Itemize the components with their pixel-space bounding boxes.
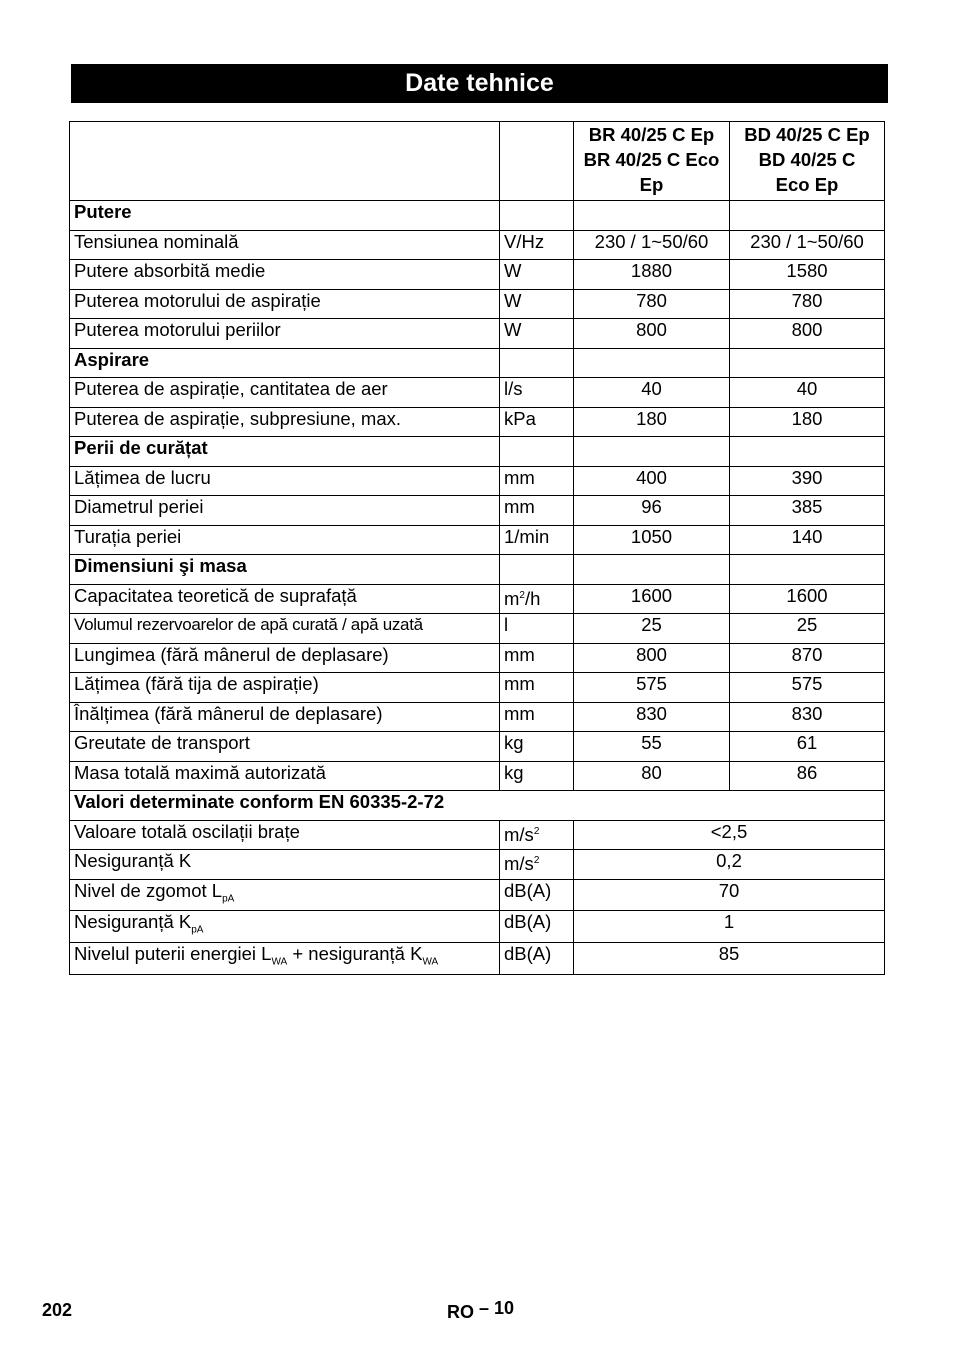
- row-value-2: 140: [730, 525, 885, 555]
- page-title: Date tehnice: [71, 64, 888, 103]
- model-2-line-3: Eco Ep: [775, 174, 839, 195]
- row-value-2: 180: [730, 407, 885, 437]
- empty-cell: [500, 437, 574, 467]
- model-1-line-3: Ep: [639, 174, 664, 195]
- empty-cell: [574, 201, 730, 231]
- row-value-1: 25: [574, 614, 730, 644]
- row-label: Puterea de aspirație, subpresiune, max.: [70, 407, 500, 437]
- model-2-line-1: BD 40/25 C Ep: [744, 124, 870, 145]
- table-row: [70, 614, 885, 644]
- table-row: [70, 761, 885, 791]
- table-row: [70, 319, 885, 349]
- table-row: [70, 466, 885, 496]
- row-label: Înălțimea (fără mânerul de deplasare): [70, 702, 500, 732]
- row-value-1: 80: [574, 761, 730, 791]
- row-label: Puterea motorului periilor: [70, 319, 500, 349]
- row-unit: mm: [500, 673, 574, 703]
- section-title: Dimensiuni şi masa: [70, 555, 500, 585]
- empty-cell: [500, 555, 574, 585]
- section-title: Putere: [70, 201, 500, 231]
- row-value-2: 1580: [730, 260, 885, 290]
- table-row: [70, 820, 885, 850]
- row-value-2: 25: [730, 614, 885, 644]
- section-title: Valori determinate conform EN 60335-2-72: [70, 791, 885, 821]
- row-value-1: 1600: [574, 584, 730, 614]
- footer-dash: –: [479, 1298, 490, 1318]
- row-label: Tensiunea nominală: [70, 230, 500, 260]
- unit-superscript: 2: [533, 855, 540, 866]
- row-value-1: 400: [574, 466, 730, 496]
- row-value-1: 800: [574, 319, 730, 349]
- label-subscript: pA: [222, 893, 235, 905]
- label-subscript-2: WA: [422, 956, 439, 968]
- section-title: Aspirare: [70, 348, 500, 378]
- row-value-2: 1600: [730, 584, 885, 614]
- row-label: Diametrul periei: [70, 496, 500, 526]
- row-label: Volumul rezervoarelor de apă curată / apă uzată: [70, 614, 500, 644]
- row-value-1: 780: [574, 289, 730, 319]
- row-label: Putere absorbită medie: [70, 260, 500, 290]
- table-row: [70, 643, 885, 673]
- unit-superscript: 2: [519, 589, 525, 601]
- row-label: Lățimea de lucru: [70, 466, 500, 496]
- row-unit: kg: [500, 732, 574, 762]
- row-value: 70: [574, 879, 885, 911]
- empty-cell: [574, 555, 730, 585]
- unit-base: m/s: [504, 823, 534, 845]
- row-unit: [500, 820, 574, 850]
- row-value-1: 96: [574, 496, 730, 526]
- table-row: [70, 942, 885, 974]
- row-value-1: 800: [574, 643, 730, 673]
- row-label: [70, 942, 500, 974]
- row-label: Puterea motorului de aspirație: [70, 289, 500, 319]
- empty-cell: [730, 348, 885, 378]
- label-subscript: pA: [191, 924, 204, 936]
- header-model-1: [574, 122, 730, 201]
- row-unit: l/s: [500, 378, 574, 408]
- header-model-2: [730, 122, 885, 201]
- row-unit: l: [500, 614, 574, 644]
- row-value-2: 800: [730, 319, 885, 349]
- label-text-mid: + nesiguranță K: [287, 942, 423, 964]
- header-empty-label: [70, 122, 500, 201]
- row-unit: mm: [500, 702, 574, 732]
- row-value-2: 40: [730, 378, 885, 408]
- row-unit: W: [500, 260, 574, 290]
- row-label: Puterea de aspirație, cantitatea de aer: [70, 378, 500, 408]
- row-unit: kg: [500, 761, 574, 791]
- row-label: Capacitatea teoretică de suprafață: [70, 584, 500, 614]
- technical-data-table: [69, 121, 885, 975]
- row-value-2: 385: [730, 496, 885, 526]
- footer-lang-page: [447, 1298, 515, 1322]
- row-value-1: 1880: [574, 260, 730, 290]
- row-label: Lățimea (fără tija de aspirație): [70, 673, 500, 703]
- row-label: Greutate de transport: [70, 732, 500, 762]
- row-value: 85: [574, 942, 885, 974]
- row-value-1: 830: [574, 702, 730, 732]
- table-row: [70, 732, 885, 762]
- row-unit: [500, 584, 574, 614]
- unit-base: m: [504, 587, 520, 609]
- label-text: Nesiguranță K: [74, 911, 192, 933]
- row-value-2: 230 / 1~50/60: [730, 230, 885, 260]
- footer-lang: RO: [447, 1302, 474, 1322]
- section-row: [70, 201, 885, 231]
- row-value-2: 390: [730, 466, 885, 496]
- label-text: Nivel de zgomot L: [74, 879, 223, 901]
- empty-cell: [730, 555, 885, 585]
- table-row: [70, 260, 885, 290]
- row-value-1: 55: [574, 732, 730, 762]
- section-row: [70, 348, 885, 378]
- empty-cell: [730, 437, 885, 467]
- unit-tail: /h: [524, 587, 541, 609]
- section-row: [70, 555, 885, 585]
- row-unit: W: [500, 319, 574, 349]
- row-value-1: 230 / 1~50/60: [574, 230, 730, 260]
- row-unit: mm: [500, 643, 574, 673]
- table-row: [70, 496, 885, 526]
- unit-superscript: 2: [533, 825, 540, 837]
- row-label: [70, 911, 500, 943]
- table-row: [70, 378, 885, 408]
- row-value-1: 180: [574, 407, 730, 437]
- table-row: [70, 850, 885, 880]
- row-label: [70, 879, 500, 911]
- row-unit: W: [500, 289, 574, 319]
- row-unit: mm: [500, 466, 574, 496]
- table-header-row: [70, 122, 885, 201]
- row-label: Masa totală maximă autorizată: [70, 761, 500, 791]
- row-value-1: 575: [574, 673, 730, 703]
- footer-sub-page: 10: [494, 1298, 515, 1318]
- table-row: [70, 584, 885, 614]
- empty-cell: [730, 201, 885, 231]
- row-value-1: 40: [574, 378, 730, 408]
- row-label: Turația periei: [70, 525, 500, 555]
- page-number: 202: [42, 1300, 73, 1320]
- row-unit: 1/min: [500, 525, 574, 555]
- row-unit: dB(A): [500, 879, 574, 911]
- section-row: [70, 437, 885, 467]
- row-value-2: 61: [730, 732, 885, 762]
- row-value-2: 86: [730, 761, 885, 791]
- row-value-2: 870: [730, 643, 885, 673]
- row-unit: mm: [500, 496, 574, 526]
- table-row: [70, 407, 885, 437]
- row-value-1: 1050: [574, 525, 730, 555]
- row-unit: kPa: [500, 407, 574, 437]
- row-label: Lungimea (fără mânerul de deplasare): [70, 643, 500, 673]
- label-text: Nivelul puterii energiei L: [74, 942, 272, 964]
- row-value-2: 575: [730, 673, 885, 703]
- row-unit: dB(A): [500, 911, 574, 943]
- empty-cell: [500, 201, 574, 231]
- unit-base: m/s: [504, 853, 534, 875]
- row-value: 1: [574, 911, 885, 943]
- table-row: [70, 525, 885, 555]
- row-value: <2,5: [574, 820, 885, 850]
- row-unit: [500, 850, 574, 880]
- model-2-line-2: BD 40/25 C: [758, 149, 856, 170]
- header-empty-unit: [500, 122, 574, 201]
- model-1-line-2: BR 40/25 C Eco: [583, 149, 720, 170]
- model-1-line-1: BR 40/25 C Ep: [588, 124, 715, 145]
- empty-cell: [500, 348, 574, 378]
- label-subscript: WA: [271, 956, 288, 968]
- table-row: [70, 673, 885, 703]
- row-unit: dB(A): [500, 942, 574, 974]
- table-row: [70, 289, 885, 319]
- table-row: [70, 230, 885, 260]
- row-value-2: 830: [730, 702, 885, 732]
- row-unit: V/Hz: [500, 230, 574, 260]
- row-label: Valoare totală oscilații brațe: [70, 820, 500, 850]
- row-label: Nesiguranță K: [70, 850, 500, 880]
- row-value: 0,2: [574, 850, 885, 880]
- section-row: [70, 791, 885, 821]
- empty-cell: [574, 348, 730, 378]
- row-value-2: 780: [730, 289, 885, 319]
- section-title: Perii de curățat: [70, 437, 500, 467]
- table-row: [70, 702, 885, 732]
- table-row: [70, 911, 885, 943]
- table-row: [70, 879, 885, 911]
- empty-cell: [574, 437, 730, 467]
